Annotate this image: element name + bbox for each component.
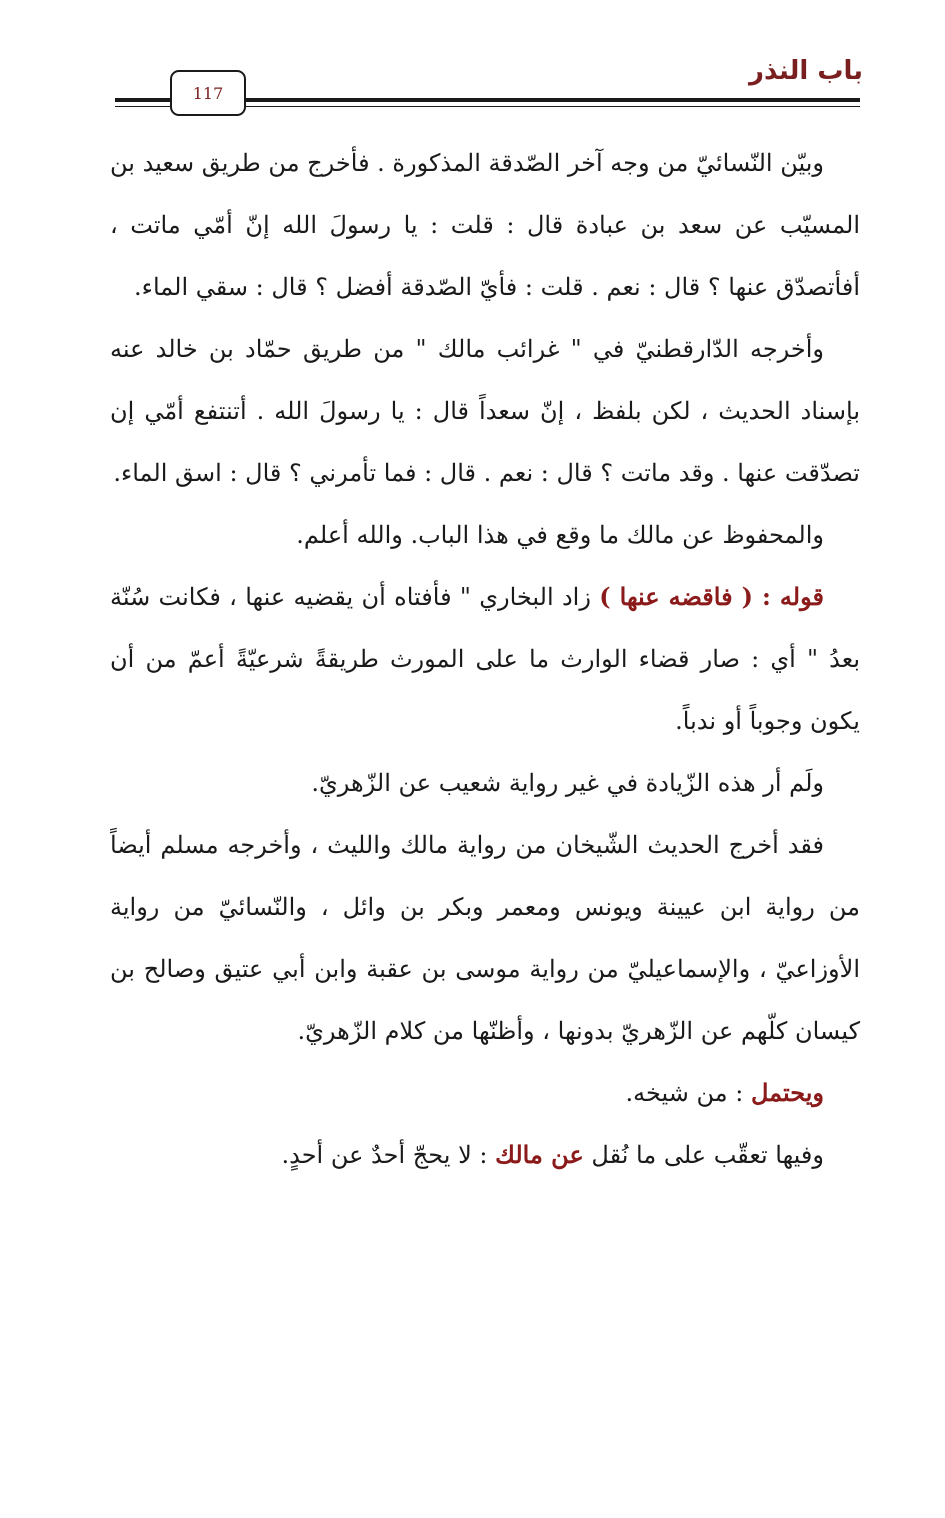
paragraph-4 [110,566,860,752]
page-number: 117 [170,70,246,116]
quote-highlight: قوله : ( فاقضه عنها ) [599,582,824,611]
paragraph-6: فقد أخرج الحديث الشّيخان من رواية مالك والليث ، وأخرجه مسلم أيضاً من رواية ابن عيينة ويونس ومعمر وبكر بن وائل ، والنّسائيّ من رواية الأوزاعيّ ، والإسماعيليّ من رواية موسى بن عقبة وابن أبي عتيق وصالح بن كيسان كلّهم عن الزّهريّ بدونها ، وأظنّها من كلام الزّهريّ. [110,831,860,1045]
source-highlight: عن مالك [495,1140,584,1169]
paragraph-7 [110,1062,860,1124]
paragraph-1: وبيّن النّسائيّ من وجه آخر الصّدقة المذكورة . فأخرج من طريق سعيد بن المسيّب عن سعد بن عبادة قال : قلت : يا رسولَ الله إنّ أمّي ماتت ، أفأتصدّق عنها ؟ قال : نعم . قلت : فأيّ الصّدقة أفضل ؟ قال : سقي الماء. [110,149,860,301]
paragraph-8-start: وفيها تعقّب على ما نُقل [583,1141,824,1169]
term-highlight: ويحتمل [750,1078,824,1107]
chapter-title: باب النذر [749,56,863,86]
page-body [110,132,860,1186]
paragraph-3: والمحفوظ عن مالك ما وقع في هذا الباب. والله أعلم. [296,521,824,549]
paragraph-8 [110,1124,860,1186]
paragraph-5: ولَم أر هذه الزّيادة في غير رواية شعيب عن الزّهريّ. [311,769,824,797]
paragraph-7-text: : من شيخه. [625,1079,751,1107]
paragraph-2: وأخرجه الدّارقطنيّ في " غرائب مالك " من طريق حمّاد بن خالد عنه بإسناد الحديث ، لكن بلفظ ، إنّ سعداً قال : يا رسولَ الله . أتنتفع أمّي إن تصدّقت عنها . وقد ماتت ؟ قال : نعم . قال : فما تأمرني ؟ قال : اسق الماء. [110,335,860,487]
paragraph-4-text: زاد البخاري " فأفتاه أن يقضيه عنها ، فكانت سُنّة بعدُ " أي : صار قضاء الوارث ما على المورث طريقةً شرعيّةً أعمّ من أن يكون وجوباً أو ندباً. [110,583,860,735]
paragraph-8-end: : لا يحجّ أحدٌ عن أحدٍ. [281,1141,496,1169]
